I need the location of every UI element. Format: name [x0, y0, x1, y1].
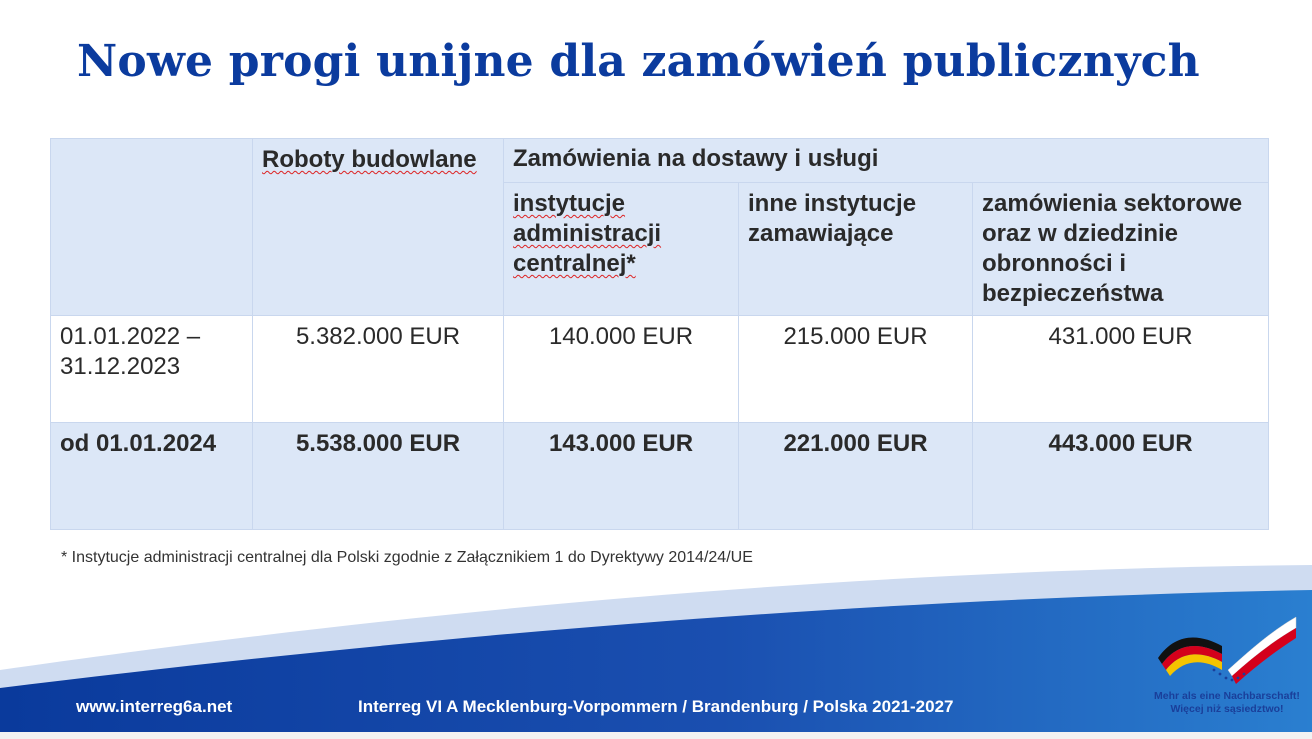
table-row: [51, 316, 1269, 423]
sector-value: 443.000 EUR: [973, 423, 1269, 530]
footnote: * Instytucje administracji centralnej dla Polski zgodnie z Załącznikiem 1 do Dyrektywy 2014/24/UE: [61, 549, 753, 566]
works-value: 5.538.000 EUR: [253, 423, 504, 530]
sector-value: 431.000 EUR: [973, 316, 1269, 423]
header-sector: zamówienia sektorowe oraz w dziedzinie obronności i bezpieczeństwa: [973, 183, 1269, 316]
other-value: 221.000 EUR: [739, 423, 973, 530]
central-value: 140.000 EUR: [504, 316, 739, 423]
period-cell: od 01.01.2024: [51, 423, 253, 530]
table-row: [51, 423, 1269, 530]
header-supplies-group: Zamówienia na dostawy i usługi: [504, 139, 1269, 183]
other-value: 215.000 EUR: [739, 316, 973, 423]
header-other: inne instytucje zamawiające: [739, 183, 973, 316]
header-works: Roboty budowlane: [253, 139, 504, 316]
period-start: 01.01.2022 –: [60, 323, 201, 350]
central-value: 143.000 EUR: [504, 423, 739, 530]
slogan: [1142, 690, 1312, 716]
header-empty-cell: [51, 139, 253, 316]
header-central: instytucje administracji centralnej*: [504, 183, 739, 316]
slogan-de: Mehr als eine Nachbarschaft!: [1154, 690, 1300, 702]
page-title: Nowe progi unijne dla zamówień publicznych: [77, 36, 1200, 87]
slogan-pl: Więcej niż sąsiedztwo!: [1170, 703, 1284, 715]
works-value: 5.382.000 EUR: [253, 316, 504, 423]
period-cell: [51, 316, 253, 423]
thresholds-table: [50, 138, 1269, 530]
program-name: Interreg VI A Mecklenburg-Vorpommern / Brandenburg / Polska 2021-2027: [358, 697, 954, 716]
website-link[interactable]: www.interreg6a.net: [76, 697, 233, 716]
period-end: 31.12.2023: [60, 353, 181, 380]
